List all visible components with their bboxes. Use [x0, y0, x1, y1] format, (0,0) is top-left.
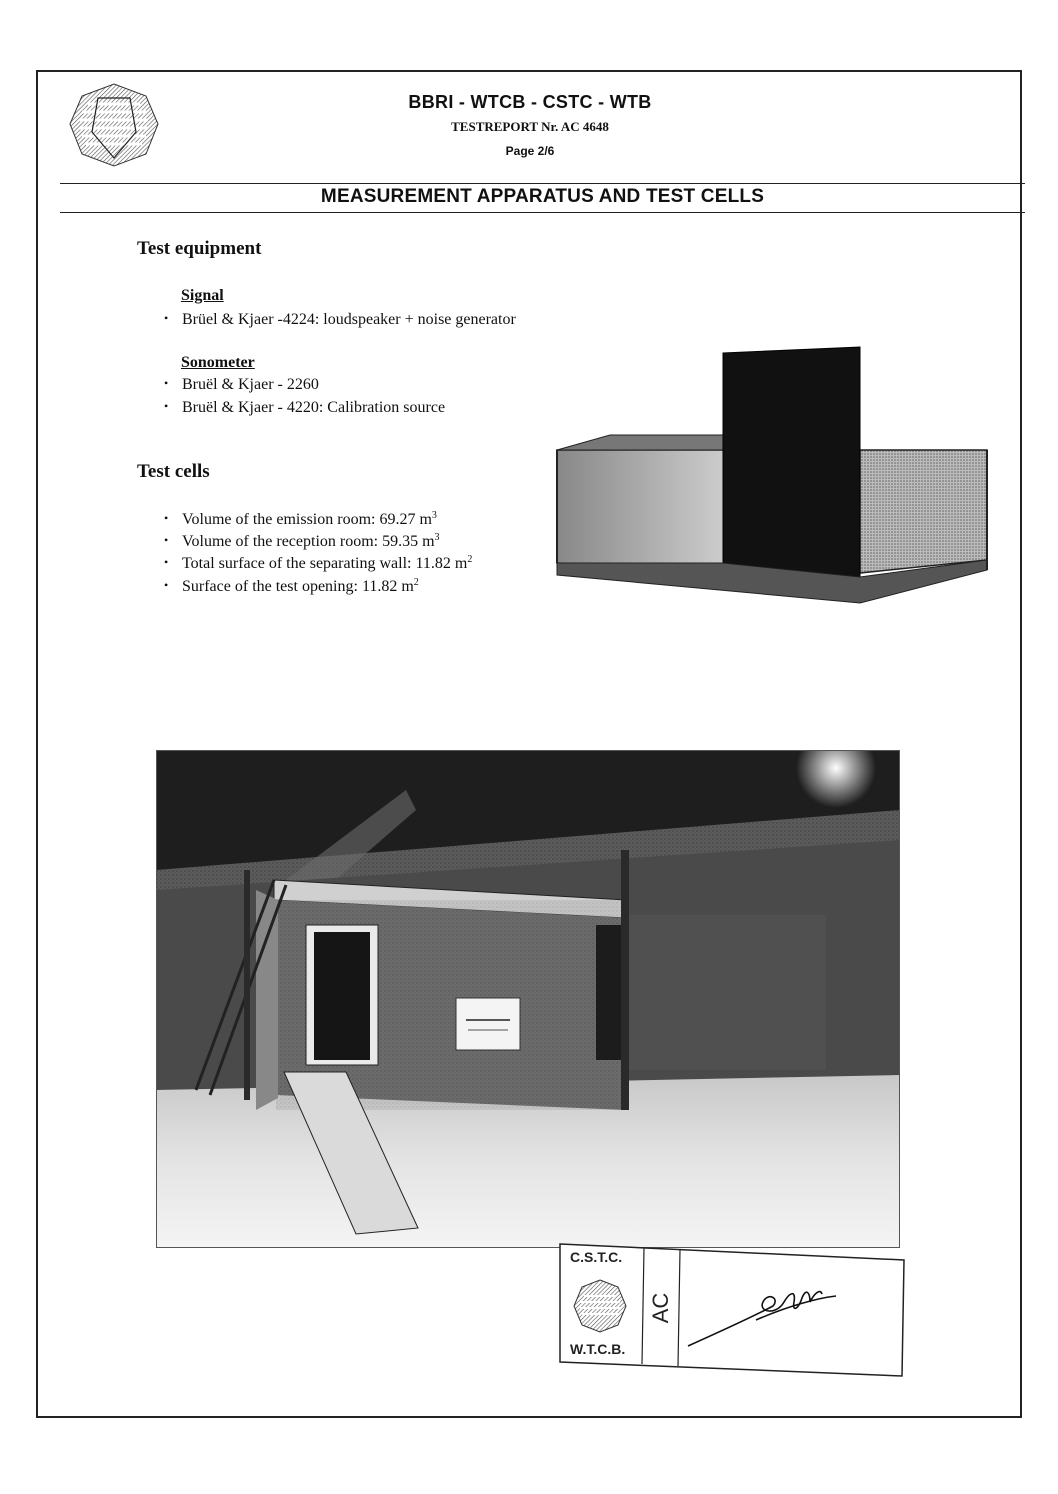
- sonometer-label: Sonometer: [181, 354, 255, 371]
- report-number: TESTREPORT Nr. AC 4648: [451, 119, 609, 134]
- signal-item: • Brüel & Kjaer -4224: loudspeaker + noise generator: [164, 311, 516, 328]
- stamp-code: AC: [648, 1292, 673, 1324]
- test-equipment-heading: Test equipment: [137, 238, 262, 259]
- signal-label: Signal: [181, 287, 224, 304]
- divider-bottom: [60, 212, 1025, 213]
- stamp-bottom-text: W.T.C.B.: [570, 1341, 626, 1357]
- official-stamp: [558, 1236, 906, 1378]
- page-number: Page 2/6: [505, 144, 555, 158]
- sonometer-item: • Bruël & Kjaer - 4220: Calibration source: [164, 399, 446, 416]
- org-title: BBRI - WTCB - CSTC - WTB: [408, 92, 652, 112]
- sonometer-item: • Bruël & Kjaer - 2260: [164, 376, 319, 393]
- test-cell-item: • Volume of the reception room: 59.35 $m^3$: [164, 532, 440, 550]
- test-cell-item: • Volume of the emission room: 69.27 $m^3$: [164, 510, 437, 528]
- test-cell-item: • Surface of the test opening: 11.82 $m^2$: [164, 577, 419, 595]
- test-cell-item: • Total surface of the separating wall: 11.82 $m^2$: [164, 554, 473, 572]
- divider-top: [60, 183, 1025, 184]
- test-hall-photo: [156, 750, 900, 1248]
- test-cells-heading: Test cells: [137, 461, 210, 482]
- stamp-top-text: C.S.T.C.: [570, 1249, 623, 1265]
- section-title: MEASUREMENT APPARATUS AND TEST CELLS: [320, 186, 765, 207]
- test-cell-diagram: [555, 345, 990, 605]
- bbri-logo-icon: [68, 82, 160, 168]
